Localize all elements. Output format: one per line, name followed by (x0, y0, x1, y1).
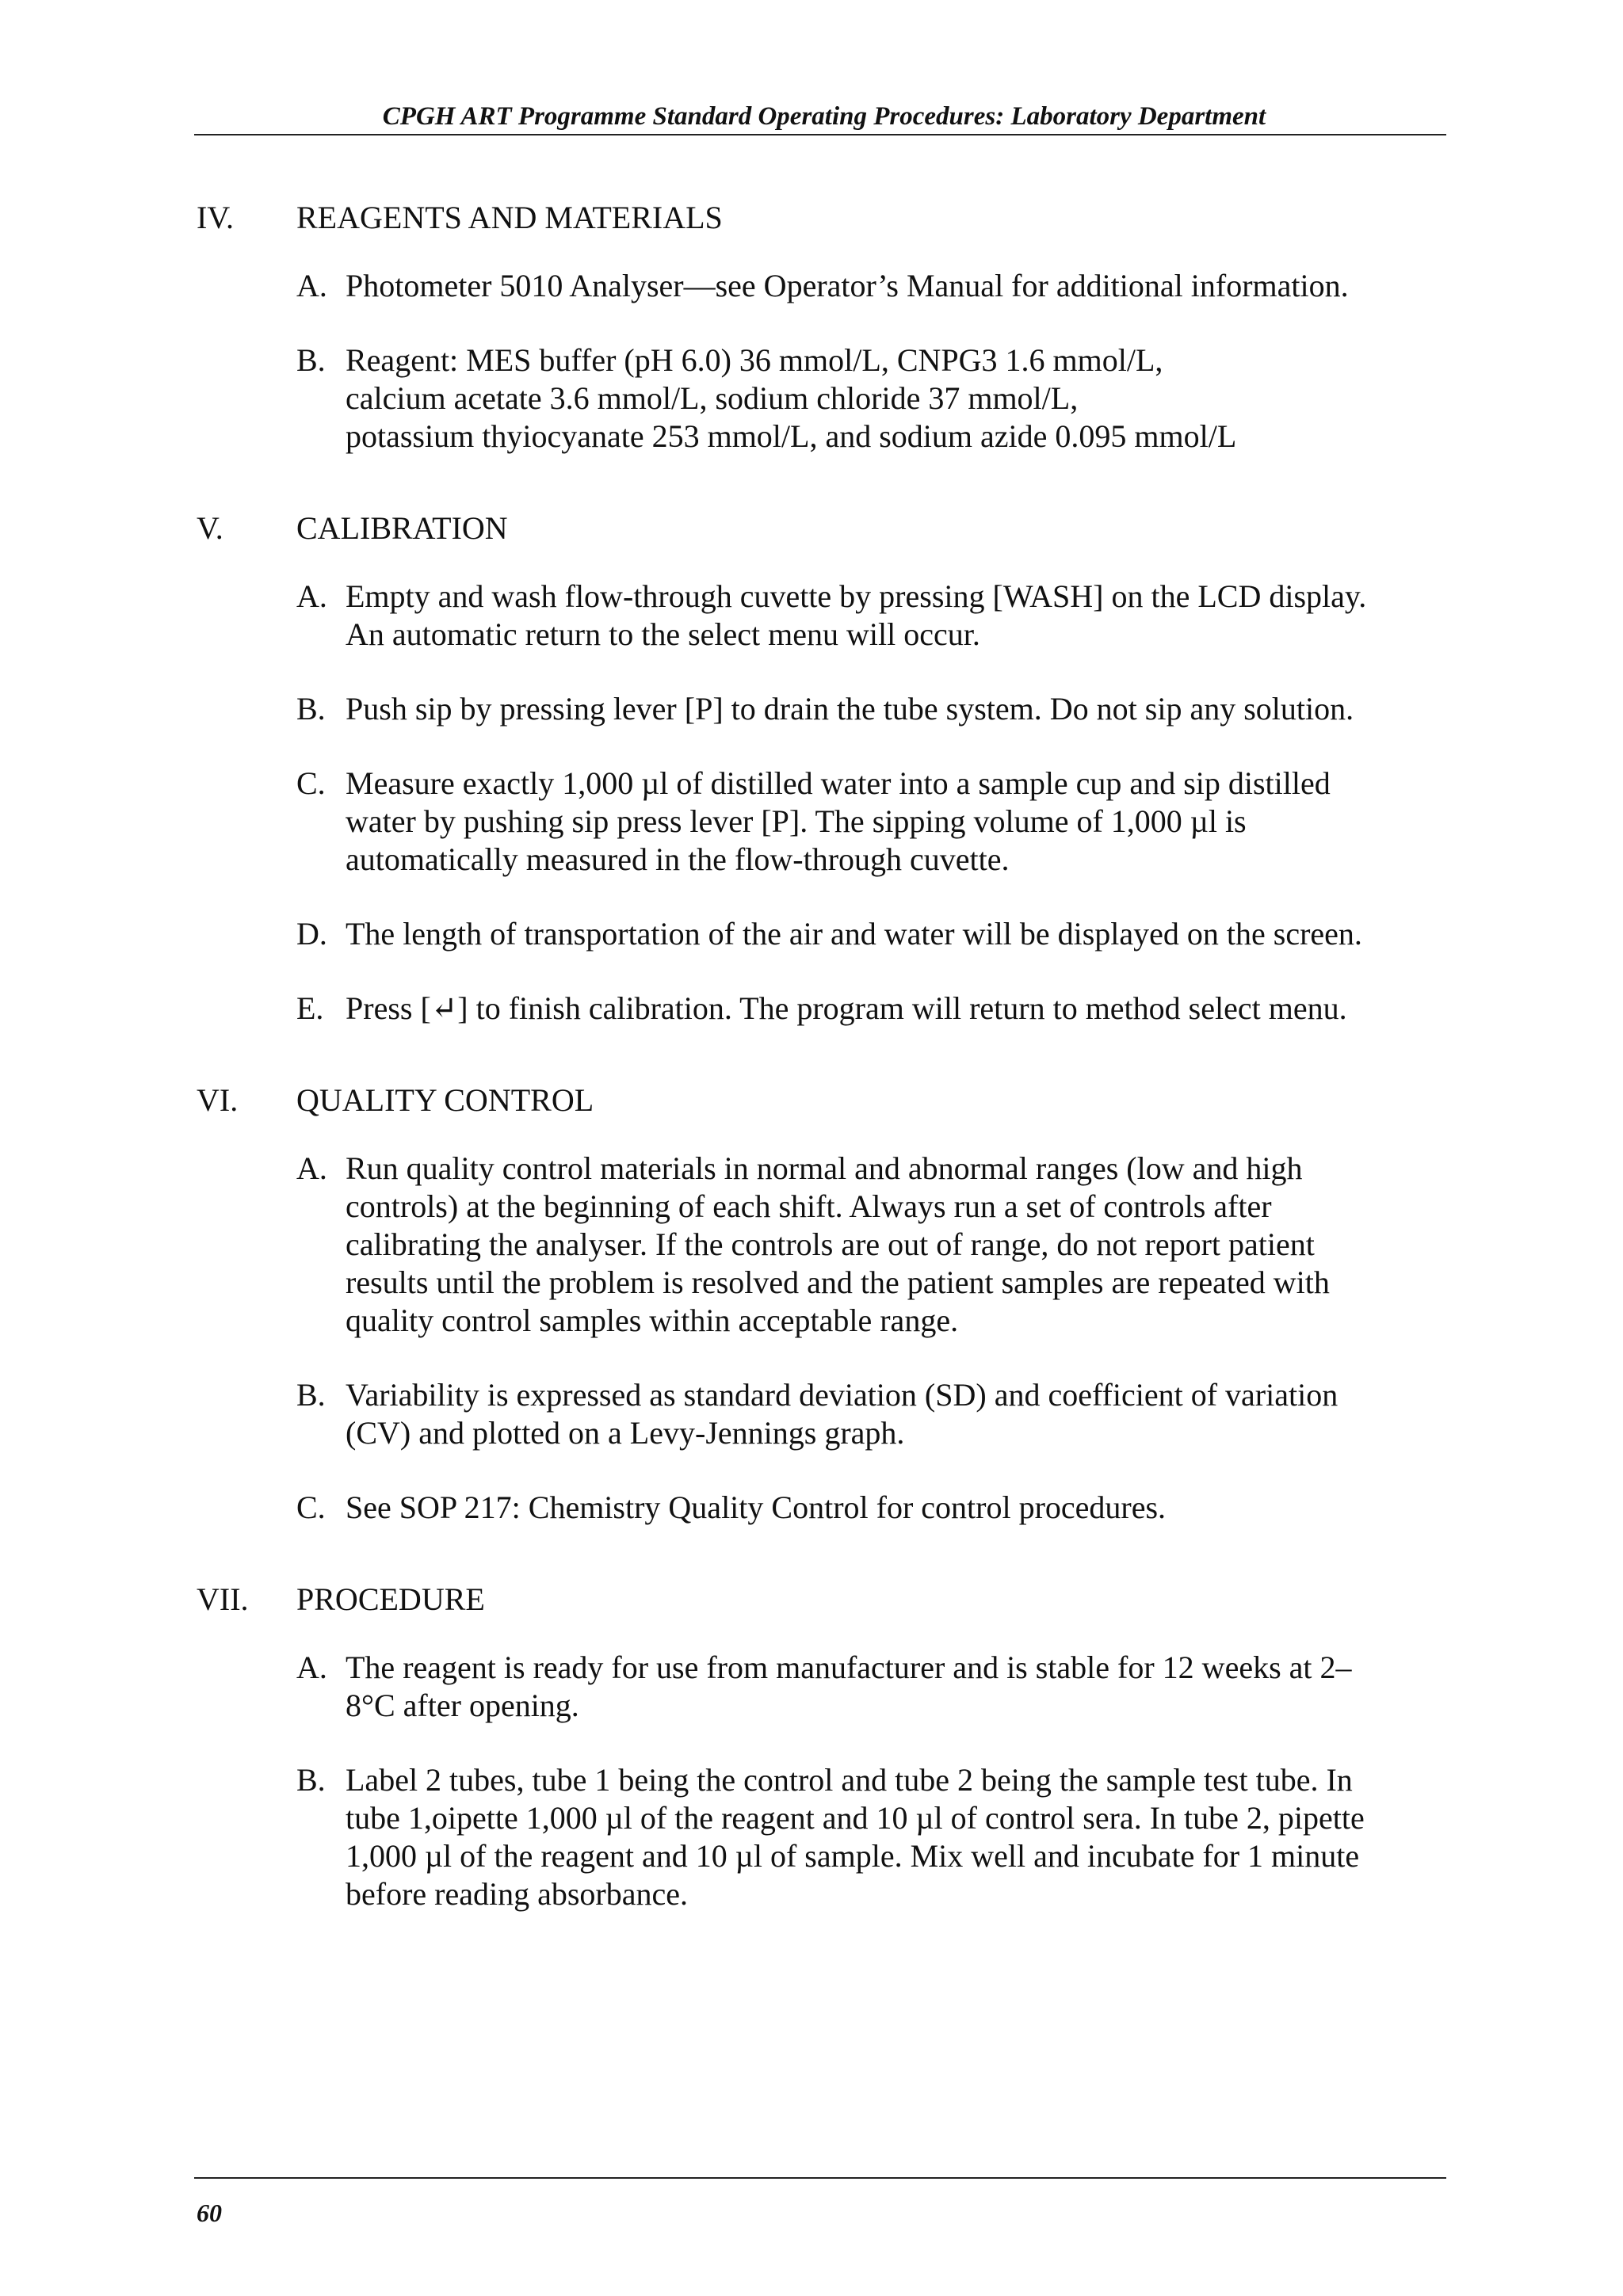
list-item (296, 578, 1465, 654)
item-text-line: 1,000 µl of the reagent and 10 µl of sample. Mix well and incubate for 1 minute (346, 1838, 1360, 1874)
section-heading (197, 194, 1465, 242)
item-text (346, 341, 1236, 456)
item-text-line: before reading absorbance. (346, 1876, 688, 1912)
item-text-line: automatically measured in the flow-through cuvette. (346, 841, 1010, 877)
list-item (296, 341, 1465, 456)
list-item (296, 1489, 1465, 1527)
section-number: V. (197, 510, 223, 546)
item-text-line: Label 2 tubes, tube 1 being the control and tube 2 being the sample test tube. In (346, 1762, 1353, 1798)
item-text (346, 1150, 1330, 1340)
item-letter: B. (296, 1377, 326, 1413)
section (197, 1576, 1465, 1913)
item-text-line: quality control samples within acceptable range. (346, 1302, 959, 1338)
item-text-line: Press [↵] to finish calibration. The program will return to method select menu. (346, 990, 1347, 1026)
section-title: CALIBRATION (296, 510, 508, 546)
section (197, 505, 1465, 1028)
section-title: PROCEDURE (296, 1581, 485, 1617)
item-text-line: results until the problem is resolved and the patient samples are repeated with (346, 1264, 1330, 1300)
item-letter: C. (296, 765, 326, 801)
item-text (346, 690, 1354, 728)
item-text-line: The reagent is ready for use from manufacturer and is stable for 12 weeks at 2– (346, 1650, 1352, 1685)
running-header: CPGH ART Programme Standard Operating Procedures: Laboratory Department (382, 102, 1266, 131)
item-text-line: calibrating the analyser. If the controls are out of range, do not report patient (346, 1226, 1315, 1262)
item-letter: B. (296, 691, 326, 727)
document-body (197, 194, 1465, 1962)
item-text (346, 578, 1366, 654)
item-text-line: Variability is expressed as standard deviation (SD) and coefficient of variation (346, 1377, 1338, 1413)
item-text-line: controls) at the beginning of each shift. Always run a set of controls after (346, 1188, 1272, 1224)
item-letter: C. (296, 1489, 326, 1525)
item-letter: A. (296, 578, 327, 614)
item-letter: E. (296, 990, 324, 1026)
section-title: REAGENTS AND MATERIALS (296, 200, 723, 235)
list-item (296, 915, 1465, 953)
item-text-line: tube 1,oipette 1,000 µl of the reagent and 10 µl of control sera. In tube 2, pipette (346, 1800, 1365, 1836)
item-text-line: (CV) and plotted on a Levy-Jennings graph. (346, 1415, 905, 1451)
item-text-line: Run quality control materials in normal and abnormal ranges (low and high (346, 1150, 1303, 1186)
footer-rule (194, 2177, 1446, 2179)
item-letter: A. (296, 1150, 327, 1186)
section-heading (197, 505, 1465, 552)
item-text-line: water by pushing sip press lever [P]. The sipping volume of 1,000 µl is (346, 803, 1247, 839)
item-letter: B. (296, 342, 326, 378)
list-item (296, 267, 1465, 305)
page-number: 60 (197, 2199, 222, 2227)
item-text-line: An automatic return to the select menu will occur. (346, 616, 980, 652)
list-item (296, 1649, 1465, 1725)
section-heading (197, 1077, 1465, 1124)
item-letter: A. (296, 268, 327, 303)
item-text (346, 267, 1349, 305)
item-text (346, 765, 1331, 879)
item-text-line: See SOP 217: Chemistry Quality Control for control procedures. (346, 1489, 1167, 1525)
header-rule (194, 134, 1446, 135)
item-letter: A. (296, 1650, 327, 1685)
item-text-line: Empty and wash flow-through cuvette by pressing [WASH] on the LCD display. (346, 578, 1367, 614)
item-text (346, 1761, 1365, 1913)
item-text-line: Reagent: MES buffer (pH 6.0) 36 mmol/L, CNPG3 1.6 mmol/L, (346, 342, 1163, 378)
section-heading (197, 1576, 1465, 1623)
item-text (346, 990, 1347, 1028)
section-number: VII. (197, 1581, 249, 1617)
list-item (296, 1150, 1465, 1340)
list-item (296, 765, 1465, 879)
item-text (346, 1376, 1338, 1452)
list-item (296, 1376, 1465, 1452)
section-number: VI. (197, 1082, 239, 1118)
section (197, 1077, 1465, 1527)
item-text-line: Measure exactly 1,000 µl of distilled water into a sample cup and sip distilled (346, 765, 1331, 801)
item-letter: D. (296, 916, 327, 952)
section (197, 194, 1465, 456)
item-text-line: potassium thyiocyanate 253 mmol/L, and sodium azide 0.095 mmol/L (346, 418, 1237, 454)
item-text (346, 1649, 1352, 1725)
item-text (346, 1489, 1166, 1527)
item-text-line: 8°C after opening. (346, 1688, 579, 1723)
item-text-line: Push sip by pressing lever [P] to drain the tube system. Do not sip any solution. (346, 691, 1354, 727)
item-text-line: The length of transportation of the air and water will be displayed on the screen. (346, 916, 1362, 952)
list-item (296, 1761, 1465, 1913)
item-text-line: calcium acetate 3.6 mmol/L, sodium chloride 37 mmol/L, (346, 380, 1079, 416)
item-text (346, 915, 1362, 953)
item-text-line: Photometer 5010 Analyser—see Operator’s Manual for additional information. (346, 268, 1349, 303)
section-number: IV. (197, 200, 235, 235)
item-letter: B. (296, 1762, 326, 1798)
section-title: QUALITY CONTROL (296, 1082, 594, 1118)
list-item (296, 690, 1465, 728)
list-item (296, 990, 1465, 1028)
